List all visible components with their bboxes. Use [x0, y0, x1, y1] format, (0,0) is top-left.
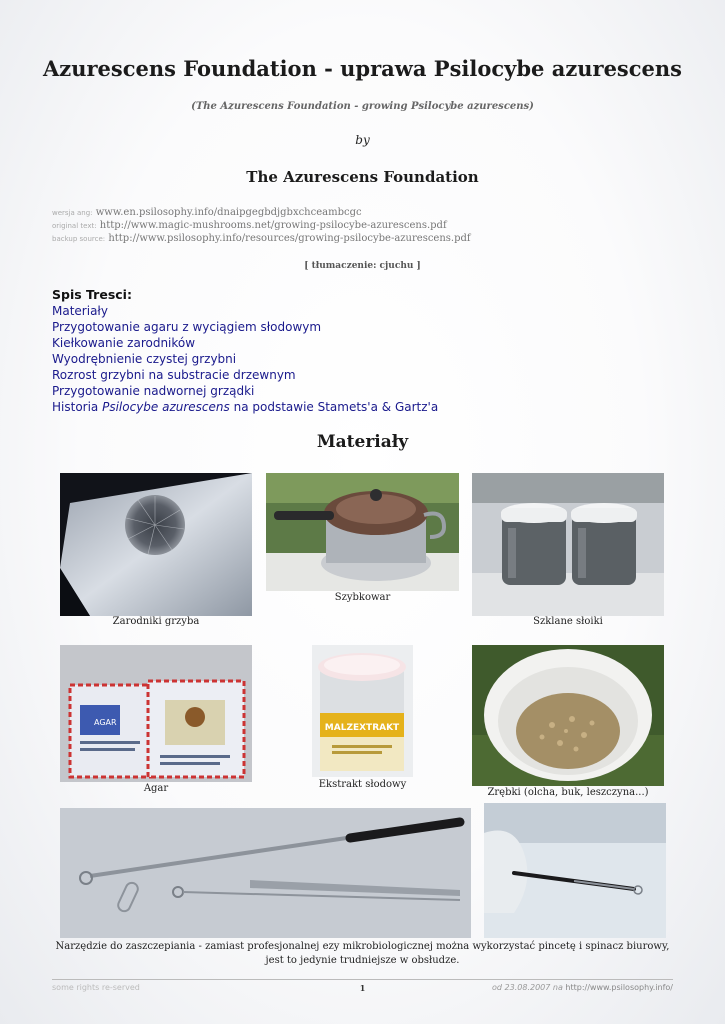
malt-extract-photo: [312, 645, 413, 777]
pressure-cooker-photo: [266, 473, 459, 591]
footer-divider: [52, 979, 673, 980]
gloved-hand-photo: [484, 803, 666, 938]
toc-link-wood-substrate[interactable]: Rozrost grzybni na substracie drzewnym: [52, 368, 296, 382]
caption-agar: Agar: [143, 783, 169, 794]
inoculation-tools-photo: [60, 808, 471, 938]
agar-logo-text: AGAR: [94, 718, 117, 727]
caption-chips: Zrębki (olcha, buk, leszczyna...): [487, 787, 649, 798]
footer-url-link[interactable]: http://www.psilosophy.info/: [565, 983, 673, 992]
caption-tools: Narzędzie do zaszczepiania - zamiast profesjonalnej ezy mikrobiologicznej można wykorzystać pincetę i spinacz biurowy, jest to jedynie trudniejsze w obsłudze.: [55, 941, 670, 966]
original-text-line: [52, 220, 447, 231]
meta-label: backup source:: [52, 235, 106, 243]
section-heading-materials: Materiały: [316, 432, 409, 452]
toc-link-isolation[interactable]: Wyodrębnienie czystej grzybni: [52, 352, 237, 366]
toc-link-outdoor-bed[interactable]: Przygotowanie nadwornej grządki: [52, 384, 255, 398]
byline: by: [355, 133, 370, 147]
caption-spores: Zarodniki grzyba: [112, 616, 200, 627]
document-subtitle: (The Azurescens Foundation - growing Psilocybe azurescens): [191, 101, 534, 112]
caption-jars: Szklane słoiki: [533, 616, 603, 627]
toc-history-suffix: na podstawie Stamets'a & Gartz'a: [229, 400, 439, 414]
original-text-link[interactable]: http://www.magic-mushrooms.net/growing-psilocybe-azurescens.pdf: [99, 220, 447, 231]
spore-print-photo: [60, 473, 252, 616]
backup-source-line: [52, 233, 471, 244]
document-title: Azurescens Foundation - uprawa Psilocybe azurescens: [43, 56, 682, 81]
meta-label: original text:: [52, 222, 97, 230]
english-version-line: [52, 207, 362, 218]
toc-link-germination[interactable]: Kiełkowanie zarodników: [52, 336, 196, 350]
caption-cooker: Szybkowar: [334, 592, 391, 603]
agar-photo: [60, 645, 252, 782]
toc-title: Spis Tresci:: [52, 287, 132, 302]
translator-credit: [ tłumaczenie: cjuchu ]: [304, 261, 421, 271]
footer-license: some rights re-served: [52, 983, 140, 992]
toc-history-species: Psilocybe azurescens: [102, 400, 230, 414]
toc-link-history[interactable]: [52, 399, 438, 415]
table-of-contents: [52, 303, 438, 415]
caption-malt: Ekstrakt słodowy: [318, 779, 407, 790]
footer-date: od 23.08.2007 na: [492, 983, 566, 992]
toc-link-agar[interactable]: Przygotowanie agaru z wyciągiem słodowym: [52, 320, 322, 334]
page-number: 1: [359, 983, 366, 993]
malt-can-label: MALZEXTRAKT: [324, 723, 400, 733]
meta-label: wersja ang:: [52, 209, 93, 217]
backup-source-link[interactable]: http://www.psilosophy.info/resources/growing-psilocybe-azurescens.pdf: [108, 233, 471, 244]
footer-source: [492, 983, 673, 992]
glass-jars-photo: [472, 473, 664, 616]
english-version-link[interactable]: www.en.psilosophy.info/dnaipgegbdjgbxchceambcgc: [95, 207, 362, 218]
author-name: The Azurescens Foundation: [246, 168, 479, 186]
toc-history-prefix: Historia: [52, 400, 103, 414]
wood-chips-photo: [472, 645, 664, 786]
toc-link-materials[interactable]: Materiały: [52, 304, 108, 318]
